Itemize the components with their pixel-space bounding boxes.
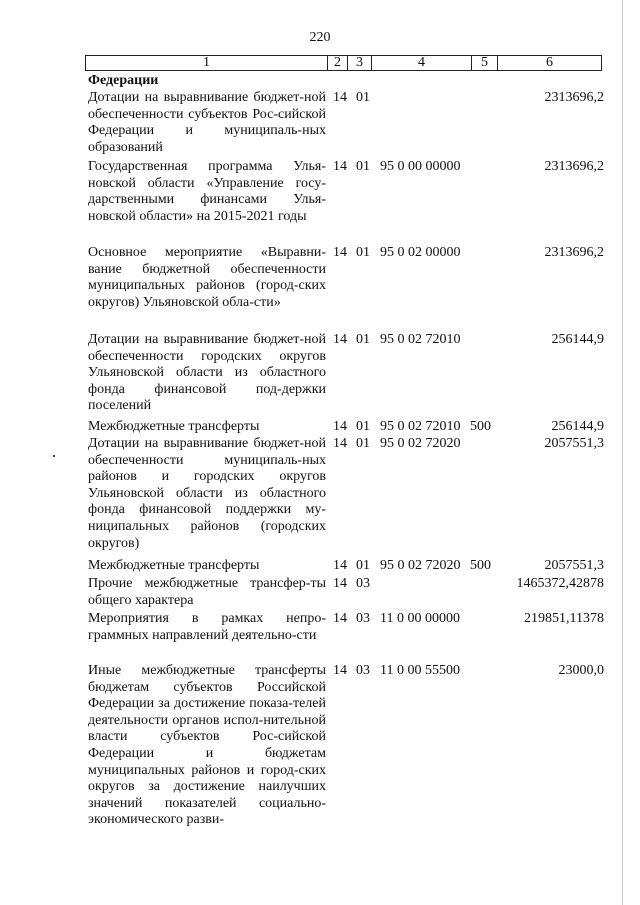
table-header [85,55,602,71]
row-name: Дотации на выравнивание бюджет-ной обеспеченности городских округов Ульяновской области из областного фонда финансовой под-держки поселений [88,332,326,414]
page-number: 220 [309,30,331,45]
row-section: 14 [333,436,347,451]
row-target-code: 95 0 02 00000 [380,245,461,260]
row-name: Дотации на выравнивание бюджет-ной обеспеченности муниципаль-ных районов и городских округов Ульяновской области из областного фонда финансовой поддержки му-ниципальных районов (городских округов) [88,436,326,551]
row-amount: 256144,9 [551,419,604,434]
header-col-3: 3 [348,56,372,70]
row-name: Мероприятия в рамках непро-граммных направлений деятельно-сти [88,611,326,643]
row-subsection: 01 [356,558,370,573]
row-name: Дотации на выравнивание бюджет-ной обеспеченности субъектов Рос-сийской Федерации и муниципаль-ных образований [88,90,326,155]
row-section: 14 [333,558,347,573]
row-name: Прочие межбюджетные трансфер-ты общего характера [88,576,326,608]
row-section: 14 [333,611,347,626]
row-target-code: 95 0 02 72020 [380,558,461,573]
row-amount: 256144,9 [551,332,604,347]
header-col-5: 5 [472,56,498,70]
row-subsection: 01 [356,159,370,174]
row-section: 14 [333,90,347,105]
row-section: 14 [333,663,347,678]
row-name: Иные межбюджетные трансферты бюджетам субъектов Российской Федерации за достижение показа-телей деятельности органов испол-нительной власти субъектов Рос-сийской Федерации и бюджетам муниципальных районов и город-ских округов за достижение наилучших значений показателей социально-экономического разви- [88,663,326,828]
row-subsection: 01 [356,245,370,260]
row-target-code: 95 0 02 72010 [380,419,461,434]
row-target-code: 11 0 00 55500 [380,663,460,678]
row-subsection: 03 [356,611,370,626]
row-amount: 2313696,2 [544,159,604,174]
row-amount: 2057551,3 [544,558,604,573]
row-name: Основное мероприятие «Выравни-вание бюджетной обеспеченности муниципальных районов (город-ских округов) Ульяновской обла-сти» [88,245,326,310]
row-amount: 1465372,42878 [516,576,604,591]
row-name: Межбюджетные трансферты [88,558,260,573]
row-subsection: 01 [356,436,370,451]
row-subsection: 03 [356,663,370,678]
row-expense-type: 500 [470,558,491,573]
row-amount: 219851,11378 [524,611,604,626]
page-edge-line [622,0,623,905]
header-col-6: 6 [546,55,553,70]
row-section: 14 [333,576,347,591]
row-target-code: 95 0 02 72020 [380,436,461,451]
row-name: Федерации [88,73,159,88]
header-col-2: 2 [328,56,348,70]
scan-speck [53,455,55,457]
row-subsection: 01 [356,332,370,347]
row-target-code: 95 0 00 00000 [380,159,461,174]
row-name: Государственная программа Улья-новской области «Управление госу-дарственными финансами Улья-новской области» на 2015-2021 годы [88,159,326,224]
row-subsection: 01 [356,419,370,434]
row-section: 14 [333,245,347,260]
row-section: 14 [333,332,347,347]
row-target-code: 95 0 02 72010 [380,332,461,347]
row-amount: 2313696,2 [544,90,604,105]
row-name: Межбюджетные трансферты [88,419,260,434]
row-expense-type: 500 [470,419,491,434]
row-section: 14 [333,419,347,434]
header-col-4: 4 [372,56,472,70]
row-subsection: 01 [356,90,370,105]
row-amount: 2057551,3 [544,436,604,451]
row-section: 14 [333,159,347,174]
row-subsection: 03 [356,576,370,591]
header-col-1: 1 [86,56,328,70]
row-amount: 2313696,2 [544,245,604,260]
row-target-code: 11 0 00 00000 [380,611,460,626]
row-amount: 23000,0 [558,663,604,678]
